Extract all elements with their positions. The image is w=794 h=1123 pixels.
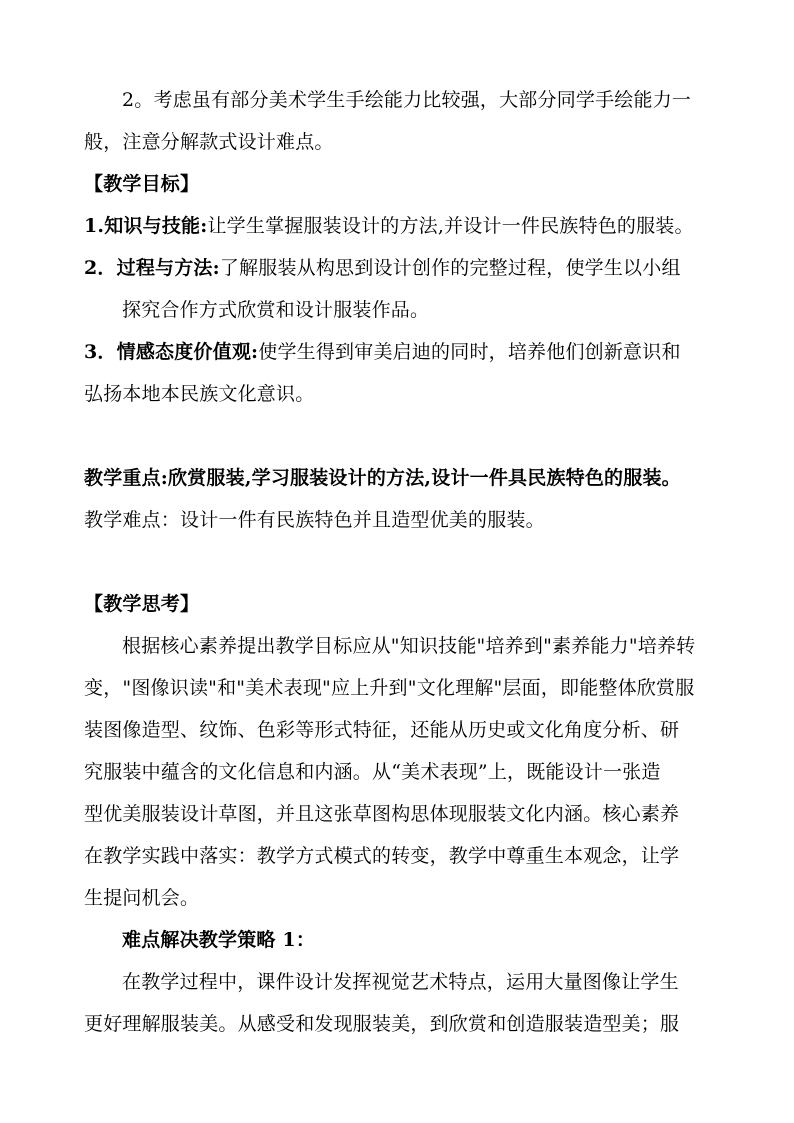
strategy-line-1: 在教学过程中，课件设计发挥视觉艺术特点，运用大量图像让学生 xyxy=(122,971,679,993)
objective-3-label: 情感态度价值观: xyxy=(116,341,259,363)
difficulty-note-line-2: 般，注意分解款式设计难点。 xyxy=(84,131,334,153)
strategy-heading: 难点解决教学策略 1： xyxy=(122,929,316,951)
objective-2 xyxy=(84,254,681,282)
reflection-line-5: 型优美服装设计草图，并且这张草图构思体现服装文化内涵。核心素养 xyxy=(84,803,680,825)
difficulty: 教学难点：设计一件有民族特色并且造型优美的服装。 xyxy=(84,509,545,531)
reflection-line-2: 变，"图像识读"和"美术表现"应上升到"文化理解"层面，即能整体欣赏服 xyxy=(84,677,695,699)
heading-objectives: 【教学目标】 xyxy=(84,173,200,195)
objective-1 xyxy=(84,212,694,240)
reflection-line-6: 在教学实践中落实：教学方式模式的转变，教学中尊重生本观念，让学 xyxy=(84,845,680,867)
reflection-line-3: 装图像造型、纹饰、色彩等形式特征，还能从历史或文化角度分析、研 xyxy=(84,719,680,741)
objective-3 xyxy=(84,338,681,366)
reflection-line-4: 究服装中蕴含的文化信息和内涵。从“美术表现”上，既能设计一张造 xyxy=(84,761,661,783)
objective-3-text: 使学生得到审美启迪的同时，培养他们创新意识和 xyxy=(258,341,681,363)
objective-2-text: 了解服装从构思到设计创作的完整过程，使学生以小组 xyxy=(219,257,681,279)
objective-1-label: 知识与技能: xyxy=(104,215,208,237)
strategy-line-2: 更好理解服装美。从感受和发现服装美，到欣赏和创造服装造型美；服 xyxy=(84,1013,680,1035)
objective-2-number: 2． xyxy=(84,257,117,279)
heading-reflection: 【教学思考】 xyxy=(84,593,200,615)
objective-2-label: 过程与方法: xyxy=(116,257,220,279)
objective-3-number: 3． xyxy=(84,341,117,363)
objective-2-continuation: 探究合作方式欣赏和设计服装作品。 xyxy=(122,299,430,321)
key-point: 教学重点:欣赏服装,学习服装设计的方法,设计一件具民族特色的服装。 xyxy=(84,467,681,489)
reflection-line-1: 根据核心素养提出教学目标应从"知识技能"培养到"素养能力"培养转 xyxy=(122,635,696,657)
objective-1-text: 让学生掌握服装设计的方法,并设计一件民族特色的服装。 xyxy=(207,215,694,237)
objective-3-continuation: 弘扬本地本民族文化意识。 xyxy=(84,383,315,405)
reflection-line-7: 生提问机会。 xyxy=(84,887,200,909)
difficulty-note-line-1: 2。考虑虽有部分美术学生手绘能力比较强，大部分同学手绘能力一 xyxy=(122,89,692,111)
objective-1-number: 1. xyxy=(84,215,105,237)
